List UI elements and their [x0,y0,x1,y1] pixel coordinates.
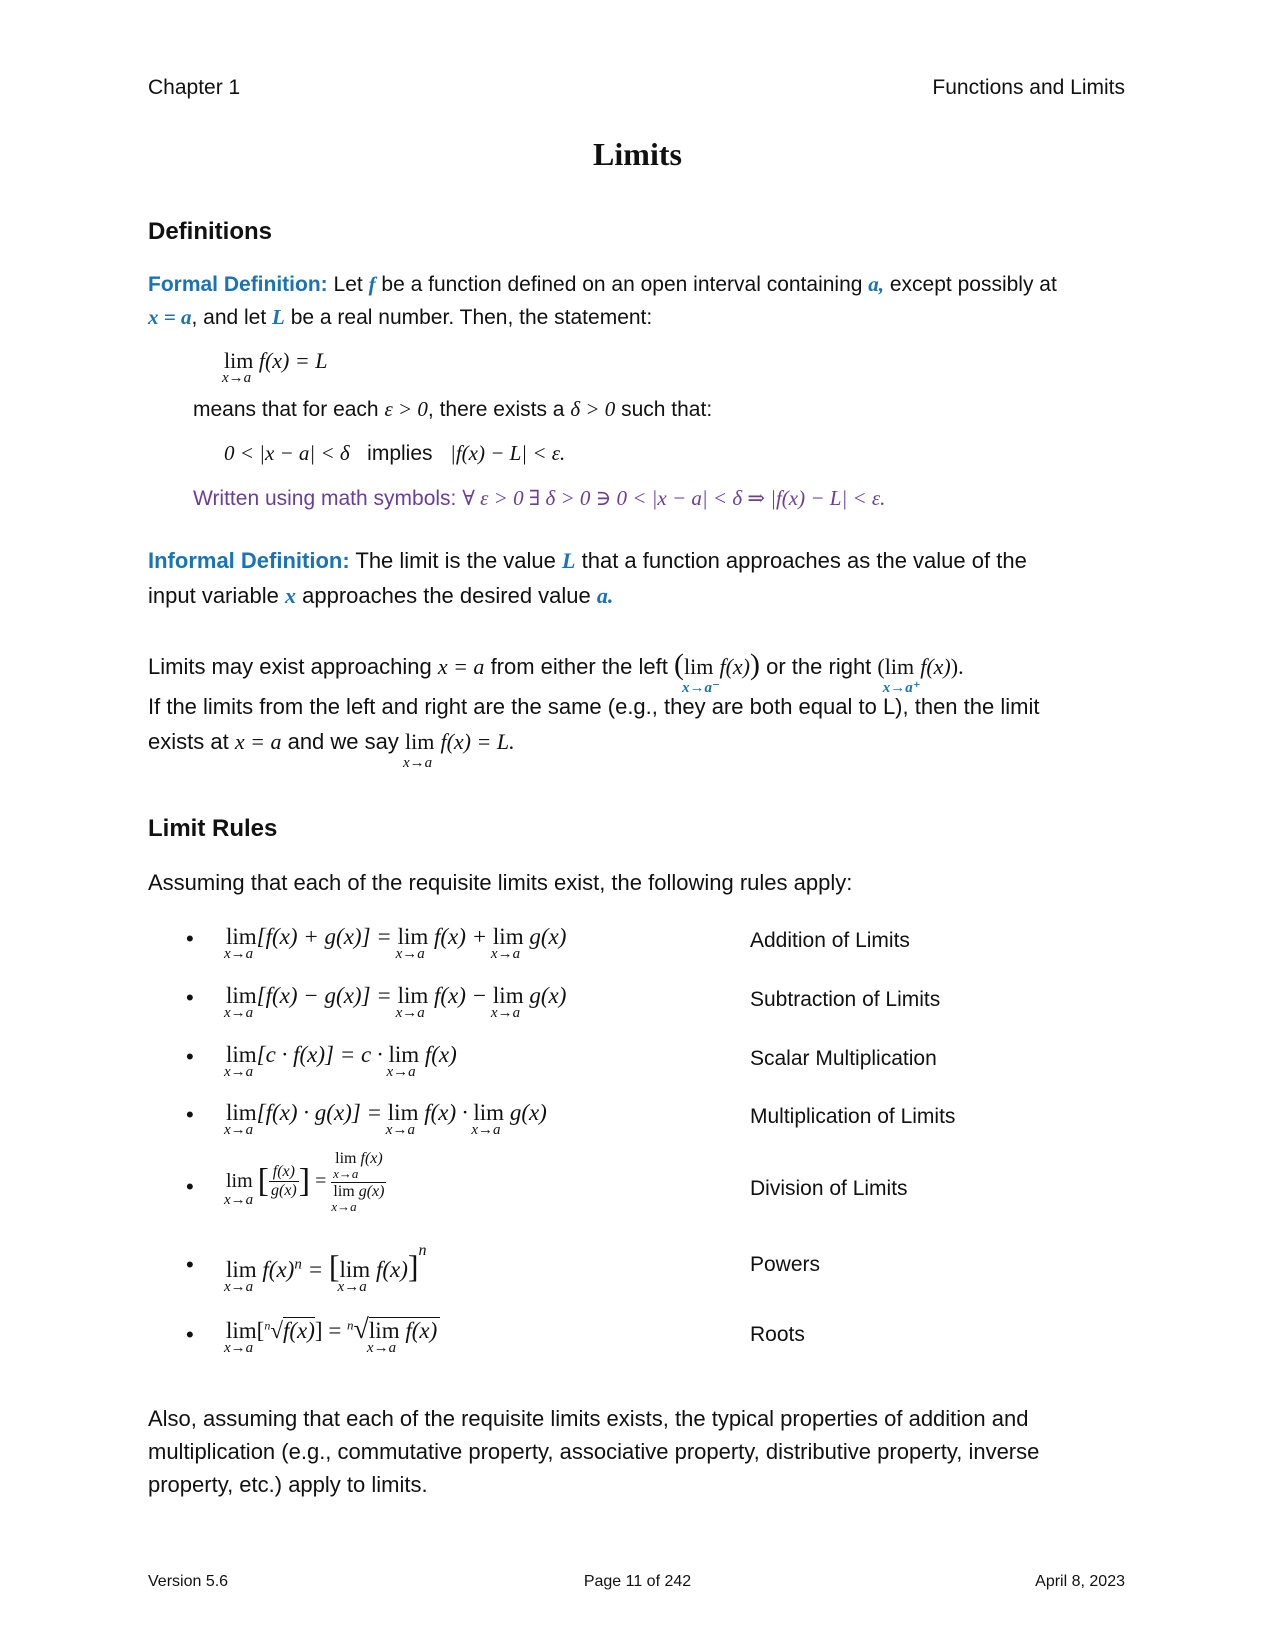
definitions-heading: Definitions [148,218,272,245]
rule-subtraction: lim x→a [f(x) − g(x)] = lim x→a f(x) − lim x→a g(x) [224,983,567,1021]
closing-line2: multiplication (e.g., commutative property, associative property, distributive property, inverse [148,1439,1040,1464]
rule-name: Multiplication of Limits [750,1105,956,1128]
formal-definition-line1 [148,268,1057,301]
implies-word: implies [367,442,433,465]
formal-text: be a function defined on an open interval containing [381,273,863,296]
rule-name: Roots [750,1323,805,1346]
closing-line3: property, etc.) apply to limits. [148,1472,428,1497]
formal-definition-label: Formal Definition: [148,273,328,296]
rule-name: Scalar Multiplication [750,1047,937,1070]
delta-condition: δ > 0 [570,397,616,421]
header-section: Functions and Limits [932,76,1125,99]
page-title: Limits [593,136,682,172]
footer-date: April 8, 2023 [1035,1573,1125,1590]
informal-definition-line2: input variable x approaches the desired value a. [148,583,614,608]
informal-L: L [562,548,576,573]
x-eq-a: x = a [437,654,485,679]
implies-right: |f(x) − L| < ε. [450,441,566,465]
rule-powers: lim x→a $f(x)^n = [\lim$ x→a f(x)]$^n$ [224,1242,427,1295]
bullet: • [186,1322,194,1347]
rule-name: Subtraction of Limits [750,988,941,1011]
implies-line [224,437,565,470]
left-limit: lim x→a⁻ [682,654,720,696]
bullet: • [186,926,194,951]
rule-name: Division of Limits [750,1177,908,1200]
epsilon-condition: ε > 0 [384,397,428,421]
formal-text: be a real number. Then, the statement: [290,306,653,329]
implies-left: 0 < |x − a| < δ [224,441,350,465]
formal-text: Let [333,273,363,296]
lim-operator: lim x→a [222,348,254,386]
header-chapter: Chapter 1 [148,76,241,99]
bullet: • [186,1252,194,1277]
bullet: • [186,1102,194,1127]
limit-expression: f(x) = L [258,348,328,373]
rule-division: lim x→a [ $\frac{f(x)}{g(x)}$ ] = lim x→a f(x) lim x→a g(x) [224,1150,385,1214]
one-sided-line3: exists at x = a and we say lim x→a f(x) = L. [148,725,515,758]
one-sided-line2: If the limits from the left and right are the same (e.g., they are both equal to L), then the limit [148,694,1040,719]
rule-name: Powers [750,1253,821,1276]
bullet: • [186,985,194,1010]
limit-statement [222,348,328,386]
closing-line1: Also, assuming that each of the requisite limits exists, the typical properties of addition and [148,1406,1029,1431]
informal-definition-label: Informal Definition: [148,548,350,573]
means-line: means that for each ε > 0, there exists a δ > 0 such that: [193,397,713,421]
rule-roots: lim x→a [$^n$√f(x)] = $^n$√lim x→a f(x) [226,1314,440,1346]
informal-a: a. [596,583,614,608]
formal-f: f [368,272,376,296]
informal-definition-line1: Informal Definition: The limit is the value L that a function approaches as the value of the [148,548,1027,573]
rule-multiplication: lim x→a [f(x) · g(x)] = lim x→a f(x) · lim x→a g(x) [224,1100,547,1138]
footer-version: Version 5.6 [148,1573,229,1590]
formal-L: L [272,305,285,329]
rule-addition: lim x→a [f(x) + g(x)] = lim x→a f(x) + lim x→a g(x) [224,924,567,962]
symbols-line [193,482,885,515]
formal-definition-line2 [148,301,652,334]
formal-x-eq-a: x = a [148,305,192,329]
rule-name: Addition of Limits [750,929,910,952]
limit-rules-heading: Limit Rules [148,815,278,842]
one-sided-line1: Limits may exist approaching x = a from either the left (lim x→a⁻ f(x)) or the right (lim x→a⁺ f(x)). [148,648,964,696]
symbols-label: Written using math symbols: [193,487,457,510]
formal-a: a, [868,272,885,296]
footer-page-number: Page 11 of 242 [583,1573,692,1590]
bullet: • [186,1174,194,1199]
right-limit: lim x→a⁺ [882,654,921,696]
informal-x: x [285,583,296,608]
lim-operator: lim x→a [403,729,435,771]
symbols-expression: ∀ ε > 0 ∃ δ > 0 ∋ 0 < |x − a| < δ ⇒ |f(x) − L| < ε. [462,486,886,510]
formal-text: , and let [191,306,267,329]
formal-text: except possibly at [889,273,1057,296]
limit-rules-intro: Assuming that each of the requisite limits exist, the following rules apply: [148,870,853,895]
bullet: • [186,1044,194,1069]
rule-scalar: lim x→a [c · f(x)] = c · lim x→a f(x) [224,1042,457,1080]
